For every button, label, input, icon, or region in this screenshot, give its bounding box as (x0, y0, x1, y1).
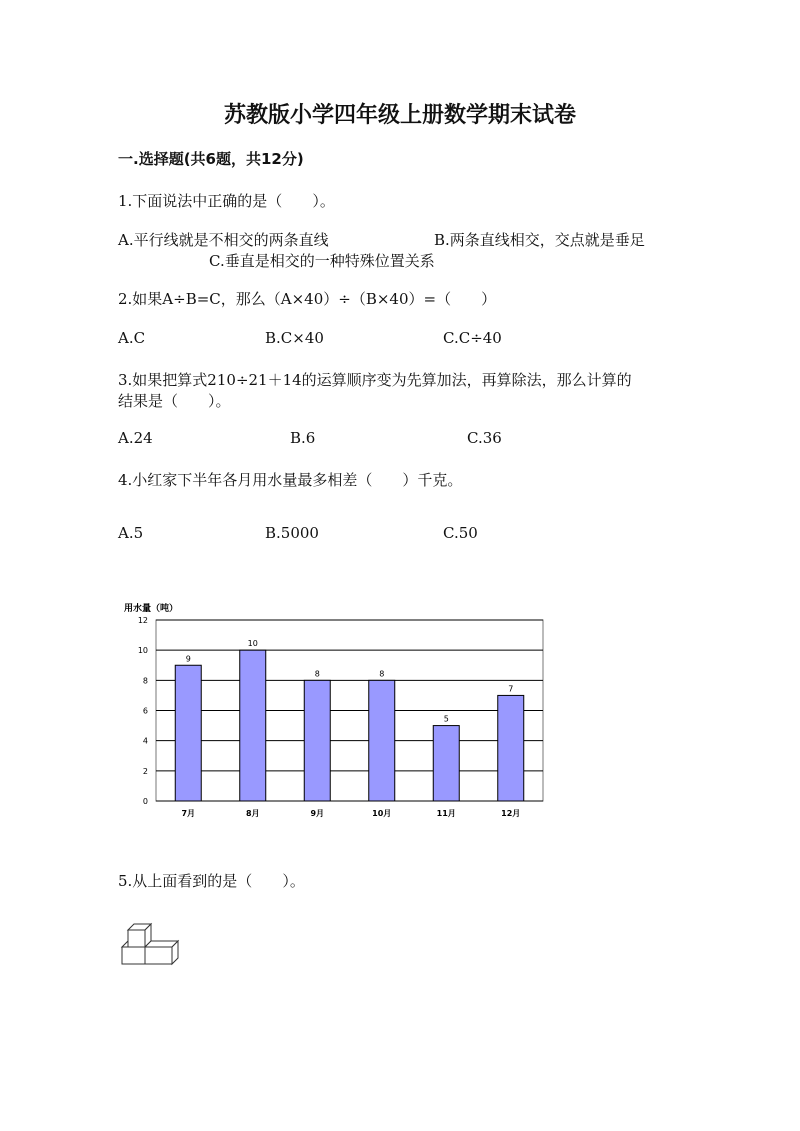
data-label: 8 (314, 669, 320, 679)
y-tick-label: 10 (137, 646, 148, 656)
x-tick-label: 11月 (436, 809, 456, 818)
question-2-option-c: C.C÷40 (443, 329, 502, 347)
bar-8月 (240, 650, 266, 801)
section-heading: 一.选择题(共6题，共12分) (118, 150, 304, 168)
x-tick-label: 9月 (310, 809, 325, 818)
bar-9月 (304, 680, 330, 801)
x-tick-label: 12月 (501, 809, 521, 818)
y-tick-label: 2 (142, 766, 148, 776)
y-tick-label: 12 (137, 616, 148, 625)
chart-ylabel: 用水量（吨） (124, 604, 179, 614)
question-3-option-c: C.36 (467, 429, 502, 447)
question-4-option-c: C.50 (443, 524, 478, 542)
data-label: 10 (247, 639, 258, 649)
question-4-stem: 4.小红家下半年各月用水量最多相差（ ）千克。 (118, 471, 463, 489)
data-label: 8 (379, 669, 385, 679)
question-4-option-b: B.5000 (265, 524, 319, 542)
water-usage-bar-chart (118, 598, 558, 828)
question-2-stem: 2.如果A÷B=C，那么（A×40）÷（B×40）=（ ） (118, 290, 497, 308)
x-tick-label: 10月 (372, 809, 392, 818)
question-5-stem: 5.从上面看到的是（ ）。 (118, 872, 305, 890)
question-1-option-a: A.平行线就是不相交的两条直线 (118, 231, 329, 249)
bar-12月 (498, 695, 524, 801)
question-3-option-b: B.6 (290, 429, 316, 447)
bar-10月 (369, 680, 395, 801)
x-tick-label: 8月 (245, 809, 260, 818)
question-2-option-b: B.C×40 (265, 329, 324, 347)
bar-7月 (175, 665, 201, 801)
question-3-stem-line-2: 结果是（ ）。 (118, 392, 231, 410)
data-label: 9 (185, 654, 191, 664)
stacked-cubes-figure (118, 920, 184, 972)
question-3-stem-line-1: 3.如果把算式210÷21＋14的运算顺序变为先算加法，再算除法，那么计算的 (118, 371, 632, 389)
question-1-stem: 1.下面说法中正确的是（ ）。 (118, 192, 335, 210)
y-tick-label: 6 (142, 706, 148, 716)
question-1-option-b: B.两条直线相交，交点就是垂足 (434, 231, 645, 249)
data-label: 7 (508, 684, 514, 694)
data-label: 5 (443, 714, 449, 724)
y-tick-label: 4 (142, 736, 148, 746)
y-tick-label: 0 (142, 797, 148, 806)
question-2-option-a: A.C (118, 329, 146, 347)
y-tick-label: 8 (142, 676, 148, 686)
page-title: 苏教版小学四年级上册数学期末试卷 (223, 103, 576, 128)
question-4-option-a: A.5 (118, 524, 144, 542)
question-1-option-c: C.垂直是相交的一种特殊位置关系 (209, 252, 435, 270)
question-3-option-a: A.24 (118, 429, 153, 447)
bar-11月 (433, 726, 459, 801)
x-tick-label: 7月 (181, 809, 196, 818)
